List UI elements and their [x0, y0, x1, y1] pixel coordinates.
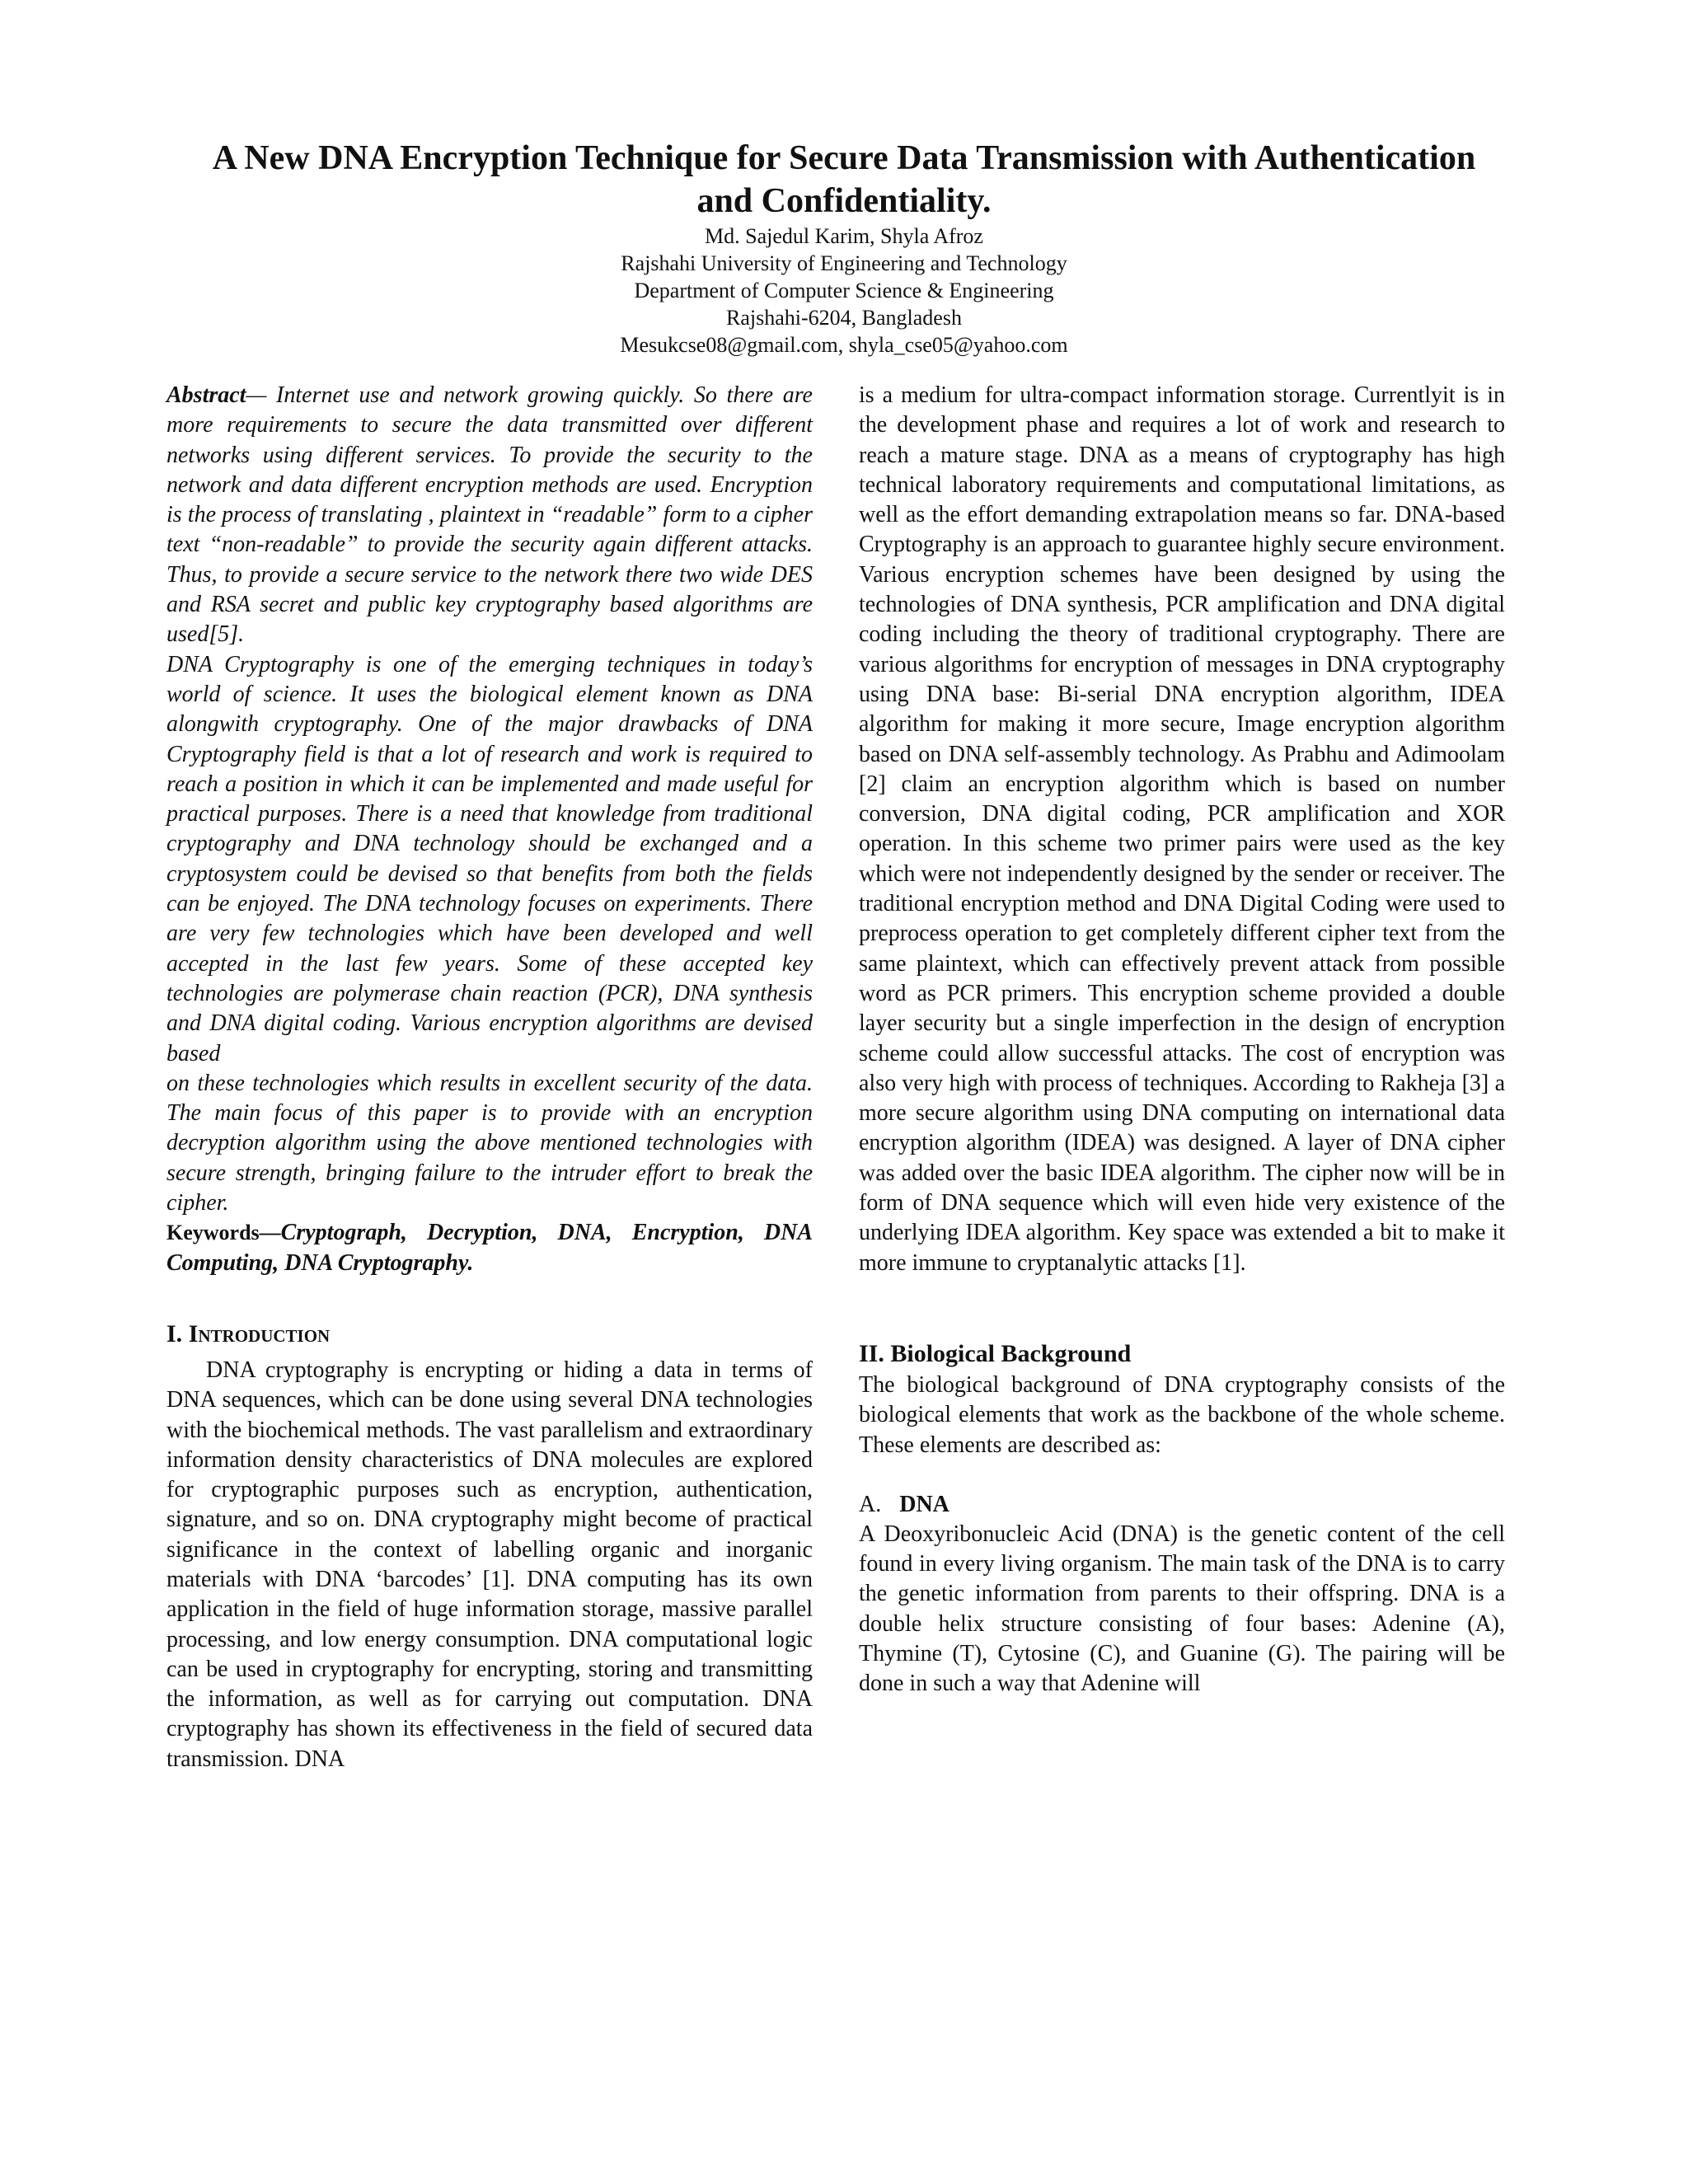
abstract-paragraph-1: [166, 381, 813, 650]
author-names: Md. Sajedul Karim, Shyla Afroz: [705, 224, 983, 248]
abstract-dash: —: [246, 382, 277, 408]
keywords-terms: Cryptograph, Decryption, DNA, Encryption, DNA Computing, DNA Cryptography.: [166, 1220, 813, 1276]
introduction-paragraph-continued: is a medium for ultra-compact information storage. Currentlyit is in the development phase and requires a lot of work and research to reach a mature stage. DNA as a means of cryptography has high technical laboratory requirements and computational limitations, as well as the effort demanding extrapolation means so far. DNA-based Cryptography is an approach to guarantee highly secure environment. Various encryption schemes have been designed by using the technologies of DNA synthesis, PCR amplification and DNA digital coding including the theory of traditional cryptography. There are various algorithms for encryption of messages in DNA cryptography using DNA base: Bi-serial DNA encryption algorithm, IDEA algorithm for making it more secure, Image encryption algorithm based on DNA self-assembly technology. As Prabhu and Adimoolam [2] claim an encryption algorithm which is based on number conversion, DNA digital coding, PCR amplification and XOR operation. In this scheme two primer pairs were used as the key which were not independently designed by the sender or receiver. The traditional encryption method and DNA Digital Coding were used to preprocess operation to get completely different cipher text from the same plaintext, which can effectively prevent attack from possible word as PCR primers. This encryption scheme provided a double layer security but a single imperfection in the design of encryption scheme could allow successful attacks. The cost of encryption was also very high with process of techniques. According to Rakheja [3] a more secure algorithm using DNA computing on international data encryption algorithm (IDEA) was designed. A layer of DNA cipher was added over the basic IDEA algorithm. The cipher now will be in form of DNA sequence which will even hide very existence of the underlying IDEA algorithm. Key space was extended a bit to make it more immune to cryptanalytic attacks [1].: [859, 382, 1505, 1276]
subsection-a-title: DNA: [899, 1491, 950, 1517]
author-emails: Mesukcse08@gmail.com, shyla_cse05@yahoo.com: [620, 333, 1068, 357]
author-address: Rajshahi-6204, Bangladesh: [726, 306, 962, 330]
keywords: [166, 1218, 813, 1278]
section-2-heading: II. Biological Background: [859, 1339, 1132, 1367]
left-column: [166, 381, 813, 1774]
section-1-heading: [166, 1318, 813, 1351]
abstract: [166, 381, 813, 1218]
section-1-number: I.: [166, 1319, 189, 1347]
keywords-label: Keywords—: [166, 1221, 281, 1245]
paper-title: [148, 137, 1540, 223]
paper-header: [148, 137, 1540, 359]
abstract-paragraph-3: on these technologies which results in excellent security of the data. The main focus of this paper is to provide with an encryption decryption algorithm using the above mentioned technologies with secure strength, bringing failure to the intruder effort to break the cipher.: [166, 1070, 813, 1216]
section-1-title: Introduction: [188, 1319, 331, 1347]
subsection-a-heading: [859, 1490, 1505, 1520]
author-affiliation: Rajshahi University of Engineering and Technology: [621, 251, 1067, 275]
abstract-label: Abstract: [166, 382, 246, 408]
subsection-a-letter: A.: [859, 1491, 882, 1517]
author-department: Department of Computer Science & Engineering: [634, 279, 1054, 302]
section-2-intro: The biological background of DNA cryptography consists of the biological elements that work as the backbone of the whole scheme. These elements are described as:: [859, 1371, 1505, 1458]
abstract-paragraph-2: DNA Cryptography is one of the emerging techniques in today’s world of science. It uses the biological element known as DNA alongwith cryptography. One of the major drawbacks of DNA Cryptography field is that a lot of research and work is required to reach a position in which it can be implemented and made useful for practical purposes. There is a need that knowledge from traditional cryptography and DNA technology should be exchanged and a cryptosystem could be devised so that benefits from both the fields can be enjoyed. The DNA technology focuses on experiments. There are very few technologies which have been developed and well accepted in the last few years. Some of these accepted key technologies are polymerase chain reaction (PCR), DNA synthesis and DNA digital coding. Various encryption algorithms are devised based: [166, 651, 813, 1066]
right-column: [859, 381, 1505, 1699]
introduction-paragraph: DNA cryptography is encrypting or hiding a data in terms of DNA sequences, which can be done using several DNA technologies with the biochemical methods. The vast parallelism and extraordinary information density characteristics of DNA molecules are explored for cryptographic purposes such as encryption, authentication, signature, and so on. DNA cryptography might become of practical significance in the context of labelling organic and inorganic materials with DNA ‘barcodes’ [1]. DNA computing has its own application in the field of huge information storage, massive parallel processing, and low energy consumption. DNA computational logic can be used in cryptography for encrypting, storing and transmitting the information, as well as for carrying out computation. DNA cryptography has shown its effectiveness in the field of secured data transmission. DNA: [166, 1357, 813, 1772]
abstract-text-1: Internet use and network growing quickly. So there are more requirements to secure the data transmitted over different networks using different services. To provide the security to the network and data different encryption methods are used. Encryption is the process of translating , plaintext in “readable” form to a cipher text “non-readable” to provide the security again different attacks. Thus, to provide a secure service to the network there two wide DES and RSA secret and public key cryptography based algorithms are used[5].: [166, 382, 813, 648]
subsection-a-text: A Deoxyribonucleic Acid (DNA) is the genetic content of the cell found in every living organism. The main task of the DNA is to carry the genetic information from parents to their offspring. DNA is a double helix structure consisting of four bases: Adenine (A), Thymine (T), Cytosine (C), and Guanine (G). The pairing will be done in such a way that Adenine will: [859, 1521, 1505, 1697]
title-line-1: A New DNA Encryption Technique for Secure Data Transmission with Authentication: [212, 139, 1476, 177]
title-line-2: and Confidentiality.: [696, 182, 992, 220]
